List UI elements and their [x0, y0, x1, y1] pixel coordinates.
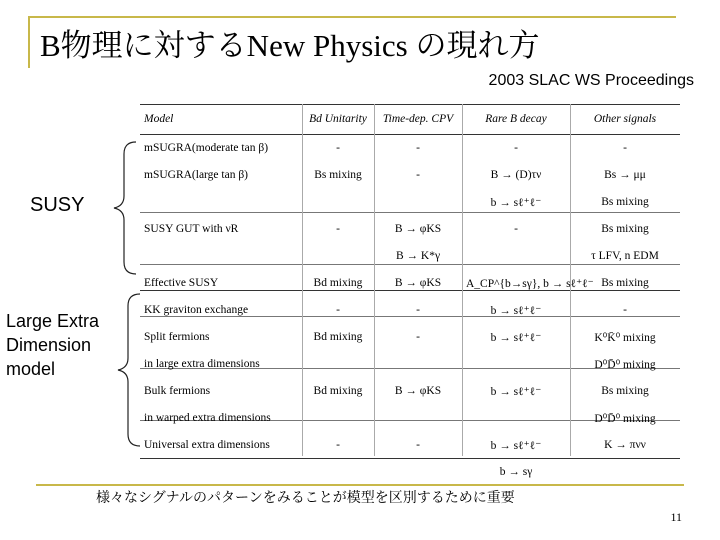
- table-row: [140, 459, 680, 486]
- table-cell: b → sℓ⁺ℓ⁻: [490, 440, 542, 452]
- title-top-rule: [28, 16, 676, 18]
- table-cell: Bs mixing: [601, 223, 649, 235]
- table-cell: B → K*γ: [395, 250, 441, 262]
- table-row: [140, 378, 680, 405]
- table-cell: Bd mixing: [313, 385, 363, 397]
- table-cell: Bd mixing: [313, 277, 363, 289]
- table-cell: SUSY GUT with νR: [144, 223, 239, 235]
- table-cell: Bulk fermions: [144, 385, 211, 397]
- header-other-signals: Other signals: [593, 113, 657, 125]
- table-row: [140, 270, 680, 297]
- table-row: [140, 135, 680, 162]
- table-cell: Bs mixing: [601, 277, 649, 289]
- led-label-line3: model: [6, 359, 56, 379]
- table-cell: Bs mixing: [601, 196, 649, 208]
- header-unitarity: Bd Unitarity: [309, 113, 367, 125]
- table-cell: b → sℓ⁺ℓ⁻: [490, 197, 542, 209]
- table-cell: B → φKS: [394, 385, 442, 397]
- table-row: [140, 432, 680, 459]
- table-cell: -: [416, 331, 420, 343]
- table-row: [140, 297, 680, 324]
- table-cell: in warped extra dimensions: [144, 412, 271, 424]
- table-cell: mSUGRA(moderate tan β): [144, 142, 269, 154]
- led-label-line1: Large Extra: [6, 311, 100, 331]
- table-cell: Bs mixing: [601, 385, 649, 397]
- table-cell: K → πνν: [604, 439, 646, 451]
- table-row: [140, 351, 680, 378]
- table-cell: b → sℓ⁺ℓ⁻: [490, 332, 542, 344]
- table-cell: -: [336, 304, 340, 316]
- table-cell: Split fermions: [144, 331, 210, 343]
- table-cell: D⁰D̄⁰ mixing: [594, 359, 656, 371]
- led-brace: [104, 292, 144, 448]
- header-cpv: Time-dep. CPV: [382, 113, 454, 125]
- table-row: [140, 189, 680, 216]
- table-cell: -: [416, 169, 420, 181]
- table-cell: b → sℓ⁺ℓ⁻: [490, 305, 542, 317]
- table-cell: -: [336, 439, 340, 451]
- table-cell: B → (D)τν: [490, 169, 542, 181]
- table-cell: K⁰K̄⁰ mixing: [594, 332, 656, 344]
- susy-brace: [100, 140, 140, 276]
- table-cell: -: [336, 142, 340, 154]
- table-cell: -: [416, 439, 420, 451]
- susy-label: SUSY: [30, 194, 85, 216]
- table-row: [140, 405, 680, 432]
- physics-table: [140, 104, 680, 486]
- table-cell: τ LFV, n EDM: [591, 250, 659, 262]
- slide-title: B物理に対するNew Physics の現れ方: [40, 28, 540, 63]
- table-cell: -: [514, 223, 518, 235]
- table-cell: B → φKS: [394, 277, 442, 289]
- proceedings-label: 2003 SLAC WS Proceedings: [488, 72, 694, 89]
- table-cell: A_CP^{b→sγ}, b → sℓ⁺ℓ⁻: [466, 278, 594, 290]
- led-label-line2: Dimension: [6, 335, 92, 355]
- table-header-row: [140, 104, 680, 135]
- page-number: 11: [670, 510, 682, 524]
- header-rare-decay: Rare B decay: [485, 113, 547, 125]
- caption-text: 様々なシグナルのパターンをみることが模型を区別するために重要: [96, 490, 515, 506]
- table-cell: b → sγ: [499, 466, 533, 478]
- table-row: [140, 162, 680, 189]
- table-cell: -: [416, 142, 420, 154]
- table-cell: Effective SUSY: [144, 277, 219, 289]
- table-cell: b → sℓ⁺ℓ⁻: [490, 386, 542, 398]
- caption-rule: [36, 484, 684, 486]
- table-cell: -: [336, 223, 340, 235]
- table-row: [140, 324, 680, 351]
- table-cell: -: [623, 142, 627, 154]
- table-cell: Bd mixing: [313, 331, 363, 343]
- table-row: [140, 216, 680, 243]
- table-cell: B → φKS: [394, 223, 442, 235]
- header-model: Model: [144, 113, 174, 125]
- table-cell: Bs → μμ: [604, 169, 646, 181]
- table-cell: -: [416, 304, 420, 316]
- table-cell: -: [623, 304, 627, 316]
- table-cell: Bs mixing: [314, 169, 362, 181]
- table-cell: -: [514, 142, 518, 154]
- table-cell: in large extra dimensions: [144, 358, 260, 370]
- table-cell: KK graviton exchange: [144, 304, 249, 316]
- table-cell: mSUGRA(large tan β): [144, 169, 249, 181]
- table-cell: D⁰D̄⁰ mixing: [594, 413, 656, 425]
- table-row: [140, 243, 680, 270]
- table-cell: Universal extra dimensions: [144, 439, 270, 451]
- title-left-rule: [28, 16, 30, 68]
